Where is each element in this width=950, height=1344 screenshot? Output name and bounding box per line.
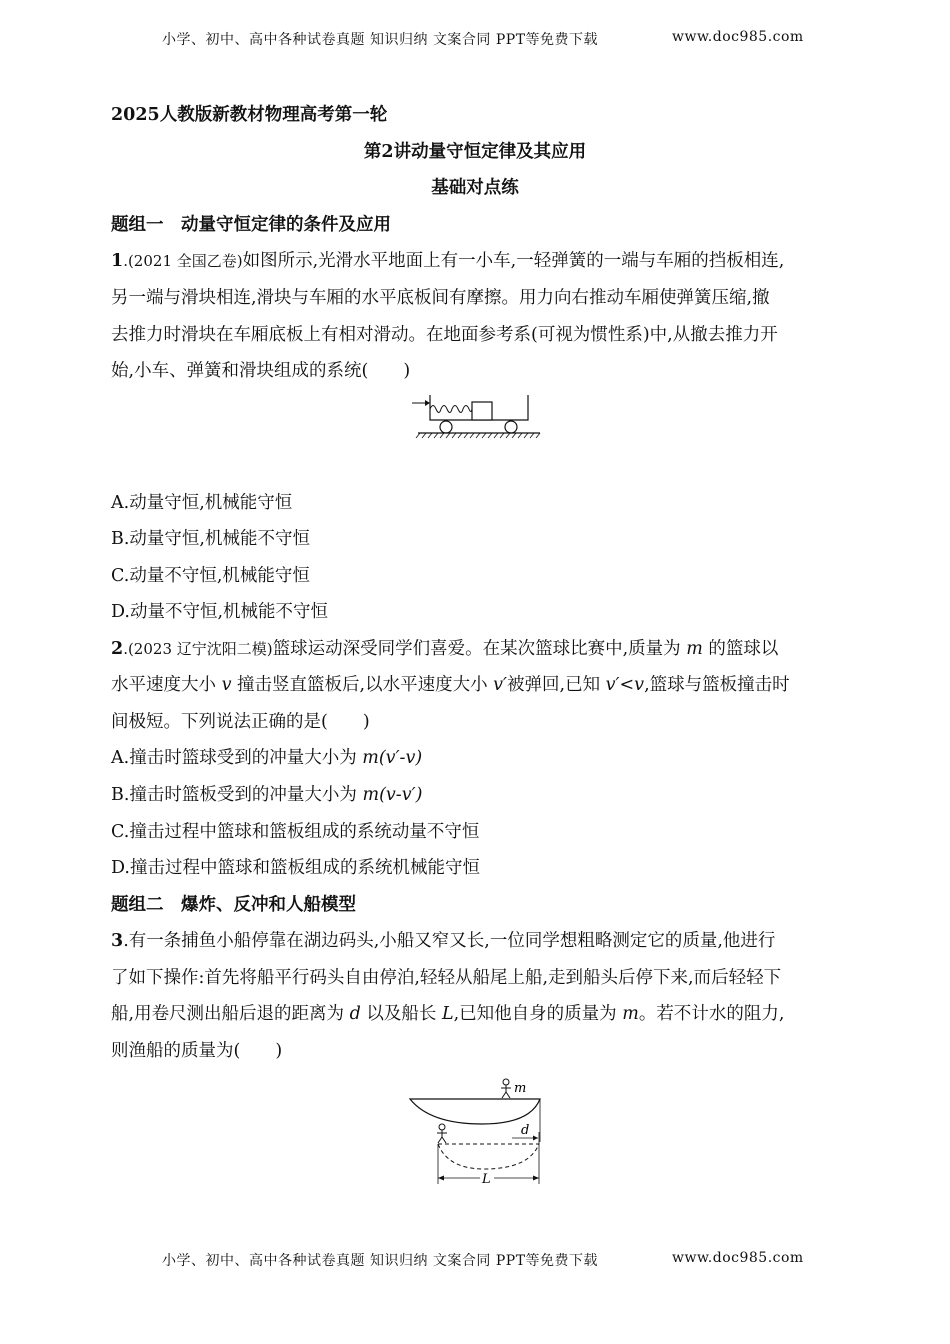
boat-lower [438,1144,539,1169]
boat-person-figure [400,1072,560,1190]
header-url: www.doc985.com [672,29,804,45]
footer-url: www.doc985.com [672,1250,804,1266]
section-subtitle: 基础对点练 [431,178,519,198]
q1-option-c: C.动量不守恒,机械能守恒 [111,566,310,586]
person-lower [437,1124,447,1143]
footer-text: 小学、初中、高中各种试卷真题 知识归纳 文案合同 PPT等免费下载 [162,1253,599,1269]
group-heading-2: 题组二 爆炸、反冲和人船模型 [111,895,356,915]
q3-line-1: 3.有一条捕鱼小船停靠在湖边码头,小船又窄又长,一位同学想粗略测定它的质量,他进行 [111,931,776,951]
q3-line-3: 船,用卷尺测出船后退的距离为 d 以及船长 L,已知他自身的质量为 m。若不计水的阻力, [111,1004,785,1024]
q3-number: 3 [111,931,124,951]
q2-option-d: D.撞击过程中篮球和篮板组成的系统机械能守恒 [111,858,480,878]
slider-block [472,402,492,420]
person-upper [501,1079,511,1098]
q1-option-d: D.动量不守恒,机械能不守恒 [111,602,329,622]
q1-source: .(2021 全国乙卷) [123,252,243,270]
header-text: 小学、初中、高中各种试卷真题 知识归纳 文案合同 PPT等免费下载 [162,32,599,48]
q2-source: .(2023 辽宁沈阳二模) [123,640,273,658]
q3-line-2: 了如下操作:首先将船平行码头自由停泊,轻轻从船尾上船,走到船头后停下来,而后轻轻下 [111,968,782,988]
wheel-right [505,421,517,433]
wheel-left [440,421,452,433]
spring [430,406,472,413]
q2-option-b: B.撞击时篮板受到的冲量大小为 m(v-v′) [111,785,423,805]
q2-option-a: A.撞击时篮球受到的冲量大小为 m(v′-v) [111,748,423,768]
q3-line-4: 则渔船的质量为( ) [111,1041,283,1061]
series-title: 2025人教版新教材物理高考第一轮 [111,105,388,125]
q2-line-1: 2.(2023 辽宁沈阳二模)篮球运动深受同学们喜爱。在某次篮球比赛中,质量为 m 的篮球以 [111,639,779,659]
cart-spring-figure [408,392,543,440]
q2-line-2: 水平速度大小 v 撞击竖直篮板后,以水平速度大小 v′被弹回,已知 v′<v,篮球与篮板撞击时 [111,675,790,695]
q1-option-a: A.动量守恒,机械能守恒 [111,493,293,513]
q1-line-1 [111,243,784,279]
q1-number: 1 [111,251,124,271]
q2-option-c: C.撞击过程中篮球和篮板组成的系统动量不守恒 [111,822,480,842]
q2-line-3: 间极短。下列说法正确的是( ) [111,712,370,732]
group-heading-1: 题组一 动量守恒定律的条件及应用 [111,215,391,235]
page-title: 第2讲动量守恒定律及其应用 [363,142,587,162]
q1-line-2: 另一端与滑块相连,滑块与车厢的水平底板间有摩擦。用力向右推动车厢使弹簧压缩,撤 [111,288,770,308]
q1-line-4: 始,小车、弹簧和滑块组成的系统( ) [111,361,411,381]
q2-number: 2 [111,639,124,659]
label-m: m [514,1081,527,1096]
q1-text-1: 如图所示,光滑水平地面上有一小车,一轻弹簧的一端与车厢的挡板相连, [242,251,785,271]
label-d: d [521,1123,530,1138]
label-L: L [482,1172,491,1187]
q1-option-b: B.动量守恒,机械能不守恒 [111,529,310,549]
q1-line-3: 去推力时滑块在车厢底板上有相对滑动。在地面参考系(可视为惯性系)中,从撤去推力开 [111,325,778,345]
boat-upper [410,1099,540,1124]
